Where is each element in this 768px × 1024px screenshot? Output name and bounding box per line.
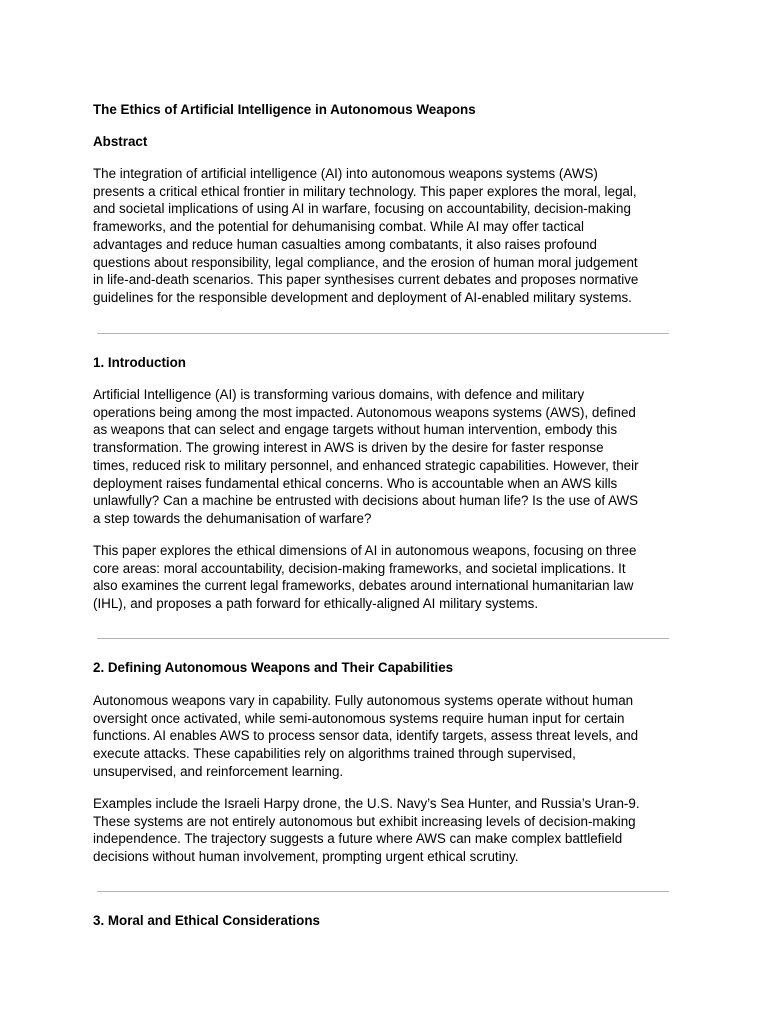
text-line: presents a critical ethical frontier in military technology. This paper explores the moral, legal, <box>93 183 637 199</box>
text-line: in life-and-death scenarios. This paper synthesises current debates and proposes normative <box>93 272 639 288</box>
section-2-heading: 2. Defining Autonomous Weapons and Their Capabilities <box>93 660 454 675</box>
section-1-paragraph-1 <box>93 386 678 528</box>
section-2-paragraph-2 <box>93 795 678 866</box>
text-line: These systems are not entirely autonomous but exhibit increasing levels of decision-making <box>93 813 636 829</box>
text-line: times, reduced risk to military personnel, and enhanced strategic capabilities. However, their <box>93 457 639 473</box>
section-divider <box>97 333 669 334</box>
section-1-paragraph-2 <box>93 542 678 613</box>
text-line: Artificial Intelligence (AI) is transforming various domains, with defence and military <box>93 387 585 402</box>
section-1-heading: 1. Introduction <box>93 355 186 370</box>
text-line: independence. The trajectory suggests a future where AWS can make complex battlefield <box>93 831 623 847</box>
text-line: Examples include the Israeli Harpy drone, the U.S. Navy’s Sea Hunter, and Russia’s Uran-9. <box>93 796 640 811</box>
text-line: oversight once activated, while semi-autonomous systems require human input for certain <box>93 710 625 726</box>
text-line: functions. AI enables AWS to process sensor data, identify targets, assess threat levels, and <box>93 728 639 744</box>
abstract-paragraph <box>93 165 678 307</box>
text-line: also examines the current legal frameworks, debates around international humanitarian law <box>93 578 634 594</box>
section-divider <box>97 891 669 892</box>
text-line: and societal implications of using AI in warfare, focusing on accountability, decision-making <box>93 201 631 217</box>
section-divider <box>97 638 669 639</box>
text-line: operations being among the most impacted. Autonomous weapons systems (AWS), defined <box>93 404 636 420</box>
text-line: execute attacks. These capabilities rely on algorithms trained through supervised, <box>93 746 576 762</box>
text-line: unsupervised, and reinforcement learning. <box>93 763 344 779</box>
text-line: frameworks, and the potential for dehumanising combat. While AI may offer tactical <box>93 219 584 235</box>
document-title: The Ethics of Artificial Intelligence in Autonomous Weapons <box>93 102 476 117</box>
text-line: a step towards the dehumanisation of warfare? <box>93 510 372 526</box>
text-line: The integration of artificial intelligence (AI) into autonomous weapons systems (AWS) <box>93 166 598 181</box>
text-line: transformation. The growing interest in AWS is driven by the desire for faster response <box>93 440 604 456</box>
text-line: guidelines for the responsible development and deployment of AI-enabled military systems. <box>93 289 632 305</box>
text-line: (IHL), and proposes a path forward for ethically-aligned AI military systems. <box>93 596 539 612</box>
text-line: as weapons that can select and engage targets without human intervention, embody this <box>93 422 618 438</box>
text-line: This paper explores the ethical dimensions of AI in autonomous weapons, focusing on three <box>93 543 637 558</box>
section-2-paragraph-1 <box>93 692 678 781</box>
abstract-heading: Abstract <box>93 134 148 149</box>
text-line: deployment raises fundamental ethical concerns. Who is accountable when an AWS kills <box>93 475 618 491</box>
text-line: unlawfully? Can a machine be entrusted with decisions about human life? Is the use of AWS <box>93 493 639 509</box>
section-3-heading: 3. Moral and Ethical Considerations <box>93 913 320 928</box>
text-line: questions about responsibility, legal compliance, and the erosion of human moral judgement <box>93 254 638 270</box>
text-line: Autonomous weapons vary in capability. Fully autonomous systems operate without human <box>93 693 634 708</box>
text-line: decisions without human involvement, prompting urgent ethical scrutiny. <box>93 849 519 865</box>
text-line: core areas: moral accountability, decision-making frameworks, and societal implications. It <box>93 560 626 576</box>
text-line: advantages and reduce human casualties among combatants, it also raises profound <box>93 236 597 252</box>
